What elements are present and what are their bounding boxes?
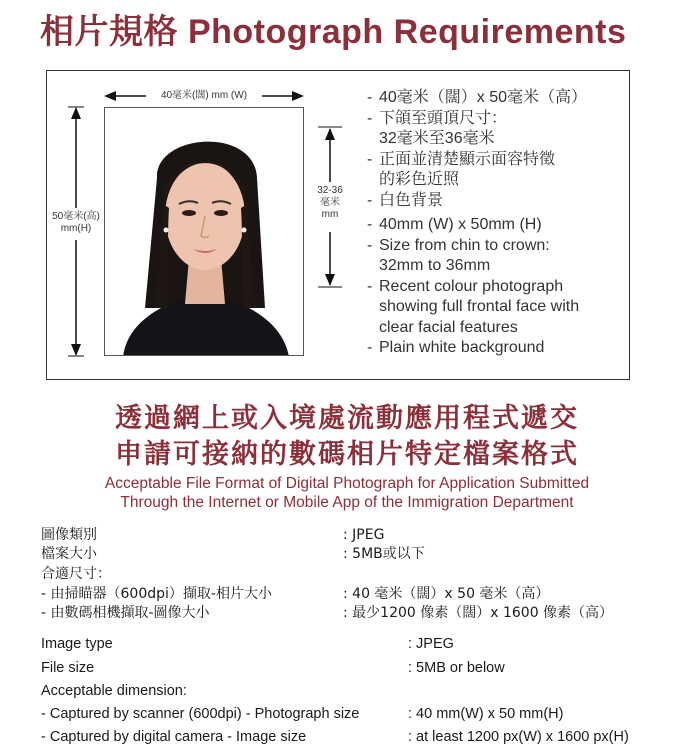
sample-photograph: [104, 107, 304, 356]
spec-zh-value: : 5MB或以下: [343, 546, 425, 562]
spec-en-value: : at least 1200 px(W) x 1600 px(H): [408, 729, 629, 745]
spec-zh-value: : 40 毫米（闊）x 50 毫米（高）: [343, 586, 550, 602]
crown-label-line2: 毫米: [320, 197, 340, 208]
crown-label-line1: 32-36: [317, 185, 343, 196]
earring-right: [242, 228, 247, 233]
spec-zh-value: : JPEG: [343, 527, 385, 543]
section-heading-zh-line2: 申請可接納的數碼相片特定檔案格式: [115, 439, 579, 470]
spec-zh-label: 圖像類別: [41, 527, 97, 543]
section-heading-en-line1: Acceptable File Format of Digital Photograph for Application Submitted: [104, 475, 590, 492]
req-en-item: - Plain white background: [367, 339, 545, 356]
crown-label: [310, 185, 350, 221]
height-label: [44, 211, 108, 235]
req-zh-item: - 正面並清楚顯示面容特徵 的彩色近照: [367, 150, 556, 188]
earring-left: [164, 228, 169, 233]
crown-arrowhead-bottom: [325, 274, 335, 286]
spec-en-label: Image type: [41, 636, 113, 652]
spec-en-value: : JPEG: [408, 636, 454, 652]
spec-en-label: - Captured by digital camera - Image size: [41, 729, 307, 745]
requirements-list: [367, 88, 622, 359]
section-heading-en-line2: Through the Internet or Mobile App of the Immigration Department: [120, 494, 574, 511]
height-label-line1: 50毫米(高): [52, 211, 100, 222]
spec-zh-label: 合適尺寸：: [41, 566, 111, 582]
req-zh-item: - 40毫米（闊）x 50毫米（高）: [367, 89, 588, 106]
req-zh-item: - 白色背景: [367, 191, 444, 209]
spec-zh-label: 檔案大小: [41, 546, 97, 562]
req-zh-item: - 下頜至頭頂尺寸： 32毫米至36毫米: [367, 109, 508, 147]
page-title: 相片規格 Photograph Requirements: [40, 13, 627, 51]
spec-en-label: - Captured by scanner (600dpi) - Photograph size: [41, 706, 360, 722]
section-heading-zh-line1: 透過網上或入境處流動應用程式遞交: [115, 403, 579, 434]
width-arrowhead-left: [104, 91, 116, 101]
width-label: 40毫米(闊) mm (W): [146, 90, 262, 102]
spec-en-value: : 5MB or below: [408, 660, 505, 676]
height-label-line2: mm(H): [60, 223, 92, 234]
spec-en-label: Acceptable dimension:: [41, 683, 187, 699]
crown-label-line3: mm: [321, 209, 339, 220]
width-arrowhead-right: [292, 91, 304, 101]
spec-zh-value: : 最少1200 像素（闊）x 1600 像素（高）: [343, 605, 614, 621]
spec-en-label: File size: [41, 660, 95, 676]
height-arrowhead-bottom: [71, 344, 81, 356]
spec-zh-label: - 由數碼相機擷取-圖像大小: [41, 605, 210, 621]
eye-right: [214, 210, 228, 216]
req-en-item: - 40mm (W) x 50mm (H): [367, 216, 542, 233]
req-en-item: - Size from chin to crown: 32mm to 36mm: [367, 236, 550, 274]
spec-en-value: : 40 mm(W) x 50 mm(H): [408, 706, 564, 722]
eye-left: [182, 210, 196, 216]
crown-arrowhead-top: [325, 128, 335, 140]
req-en-item: - Recent colour photograph showing full frontal face with clear facial features: [367, 277, 580, 336]
spec-zh-label: - 由掃瞄器（600dpi）擷取-相片大小: [41, 586, 272, 602]
height-arrowhead-top: [71, 107, 81, 119]
